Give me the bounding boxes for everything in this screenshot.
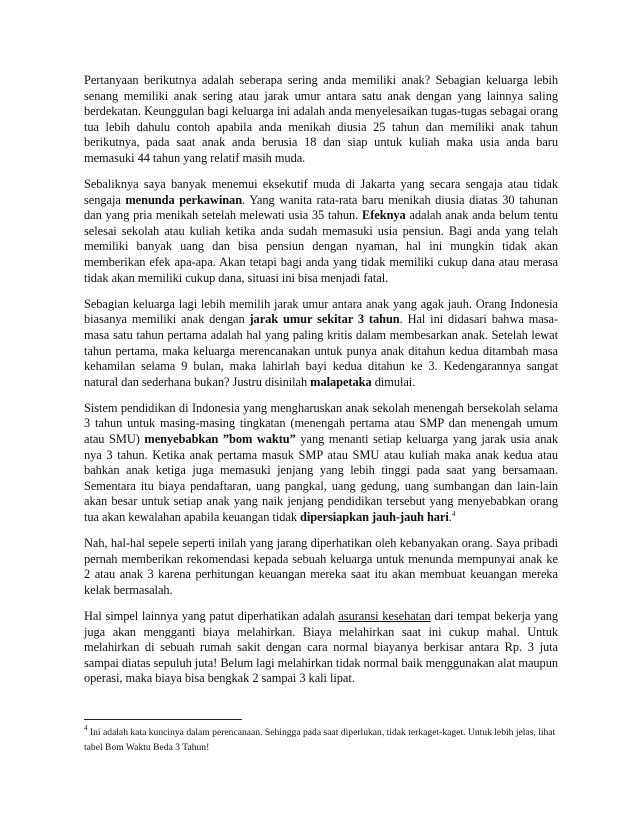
text-run: Hal simpel lainnya yang patut diperhatikan adalah: [84, 608, 339, 623]
text-run: Sebaliknya saya banyak menemui eksekutif muda di Jakarta yang secara sengaja atau tidak sengaja: [84, 177, 558, 207]
text-run: Sebagian keluarga lagi lebih memilih jarak umur antara anak yang agak jauh. Orang Indonesia biasanya memiliki anak dengan: [84, 296, 558, 327]
document-body: [84, 73, 558, 697]
footnote: [84, 725, 558, 755]
footnote-reference: 4: [451, 509, 456, 518]
paragraph: [84, 297, 558, 391]
paragraph: [84, 536, 558, 598]
footnote-text: Ini adalah kata kuncinya dalam perencanaan. Sehingga pada saat diperlukan, tidak terkaget-kaget. Untuk lebih jelas, lihat tabel Bom Waktu Beda 3 Tahun!: [84, 727, 556, 753]
text-run: Sistem pendidikan di Indonesia yang mengharuskan anak sekolah menengah bersekolah selama 3 tahun untuk masing-masing tingkatan (menengah pertama atau SMP dan menengah umum atau SMU): [84, 400, 558, 446]
paragraph: [84, 73, 558, 167]
paragraph: [84, 177, 558, 286]
emphasized-text: menyebabkan ”bom waktu”: [144, 431, 296, 446]
text-run: Nah, hal-hal sepele seperti inilah yang jarang diperhatikan oleh kebanyakan orang. Saya pribadi pernah memberikan rekomendasi kepada sebuah keluarga untuk menunda mempunyai anak ke 2 atau anak 3 karena perhitungan keuangan mereka saat itu akan membuat keuangan mereka kelak bermasalah.: [84, 536, 558, 597]
footnote-number: 4: [84, 724, 88, 732]
footnote-separator: [84, 719, 242, 720]
paragraph: [84, 401, 558, 526]
text-run: . Yang wanita rata-rata baru menikah diusia diatas 30 tahunan dan yang pria menikah setelah melewati usia 35 tahun.: [84, 192, 558, 223]
emphasized-text: malapetaka: [310, 374, 372, 389]
emphasized-text: dipersiapkan jauh-jauh hari: [300, 509, 449, 524]
text-run: .: [448, 509, 452, 524]
text-run: dari tempat bekerja yang juga akan mengganti biaya melahirkan. Biaya melahirkan saat ini cukup mahal. Untuk melahirkan di sebuah rumah sakit dengan cara normal biayanya berkisar antara Rp. 3 juta sampai diatas sepuluh juta! Belum lagi melahirkan tidak normal baik menggunakan alat maupun operasi, maka biaya bisa bengkak 2 sampai 3 kali lipat.: [84, 608, 558, 686]
underlined-text: asuransi kesehatan: [338, 608, 431, 623]
emphasized-text: menunda perkawinan: [125, 192, 243, 207]
emphasized-text: Efeknya: [361, 208, 406, 223]
text-run: yang menanti setiap keluarga yang jarak usia anak nya 3 tahun. Ketika anak pertama masuk SMP atau SMU atau kuliah maka anak kedua atau bahkan anak ketiga juga memasuki jenjang yang lebih tinggi pada saat yang bersamaan. Sementara itu biaya pendaftaran, uang pangkal, uang gedung, uang sumbangan dan lain-lain akan besar untuk setiap anak yang naik jenjang pendidikan tersebut yang menyebabkan orang tua akan kewalahan apabila keuangan tidak: [84, 431, 558, 524]
paragraph: [84, 609, 558, 687]
text-run: adalah anak anda belum tentu selesai sekolah atau kuliah ketika anda sudah memasuki usia pensiun. Bagi anda yang telah memiliki banyak uang dan bisa pensiun dengan nyaman, hal ini mungkin tidak akan memberikan efek apa-apa. Akan tetapi bagi anda yang tidak memiliki cukup dana atau merasa tidak akan memiliki cukup dana, situasi ini bisa menjadi fatal.: [84, 208, 558, 285]
text-run: . Hal ini didasari bahwa masa-masa satu tahun pertama adalah hal yang paling kritis dalam membesarkan anak. Setelah lewat tahun pertama, maka keluarga merencanakan untuk punya anak ditahun kedua ditambah masa kehamilan selama 9 bulan, maka lahirlah bayi kedua ditahun ke 3. Kedengarannya sangat natural dan sederhana bukan? Justru disinilah: [84, 312, 559, 389]
text-run: Pertanyaan berikutnya adalah seberapa sering anda memiliki anak? Sebagian keluarga lebih senang memiliki anak sering atau jarak umur antara satu anak dengan yang lainnya saling berdekatan. Keunggulan bagi keluarga ini adalah anda menyelesaikan tugas-tugas sebagai orang tua lebih dahulu contoh apabila anda menikah diusia 25 tahun dan memiliki anak tahun berikutnya, pada saat anak anda berusia 18 dan siap untuk kuliah maka usia anda baru memasuki 44 tahun yang relatif masih muda.: [84, 73, 558, 165]
text-run: dimulai.: [371, 374, 416, 389]
emphasized-text: jarak umur sekitar 3 tahun: [249, 312, 400, 327]
